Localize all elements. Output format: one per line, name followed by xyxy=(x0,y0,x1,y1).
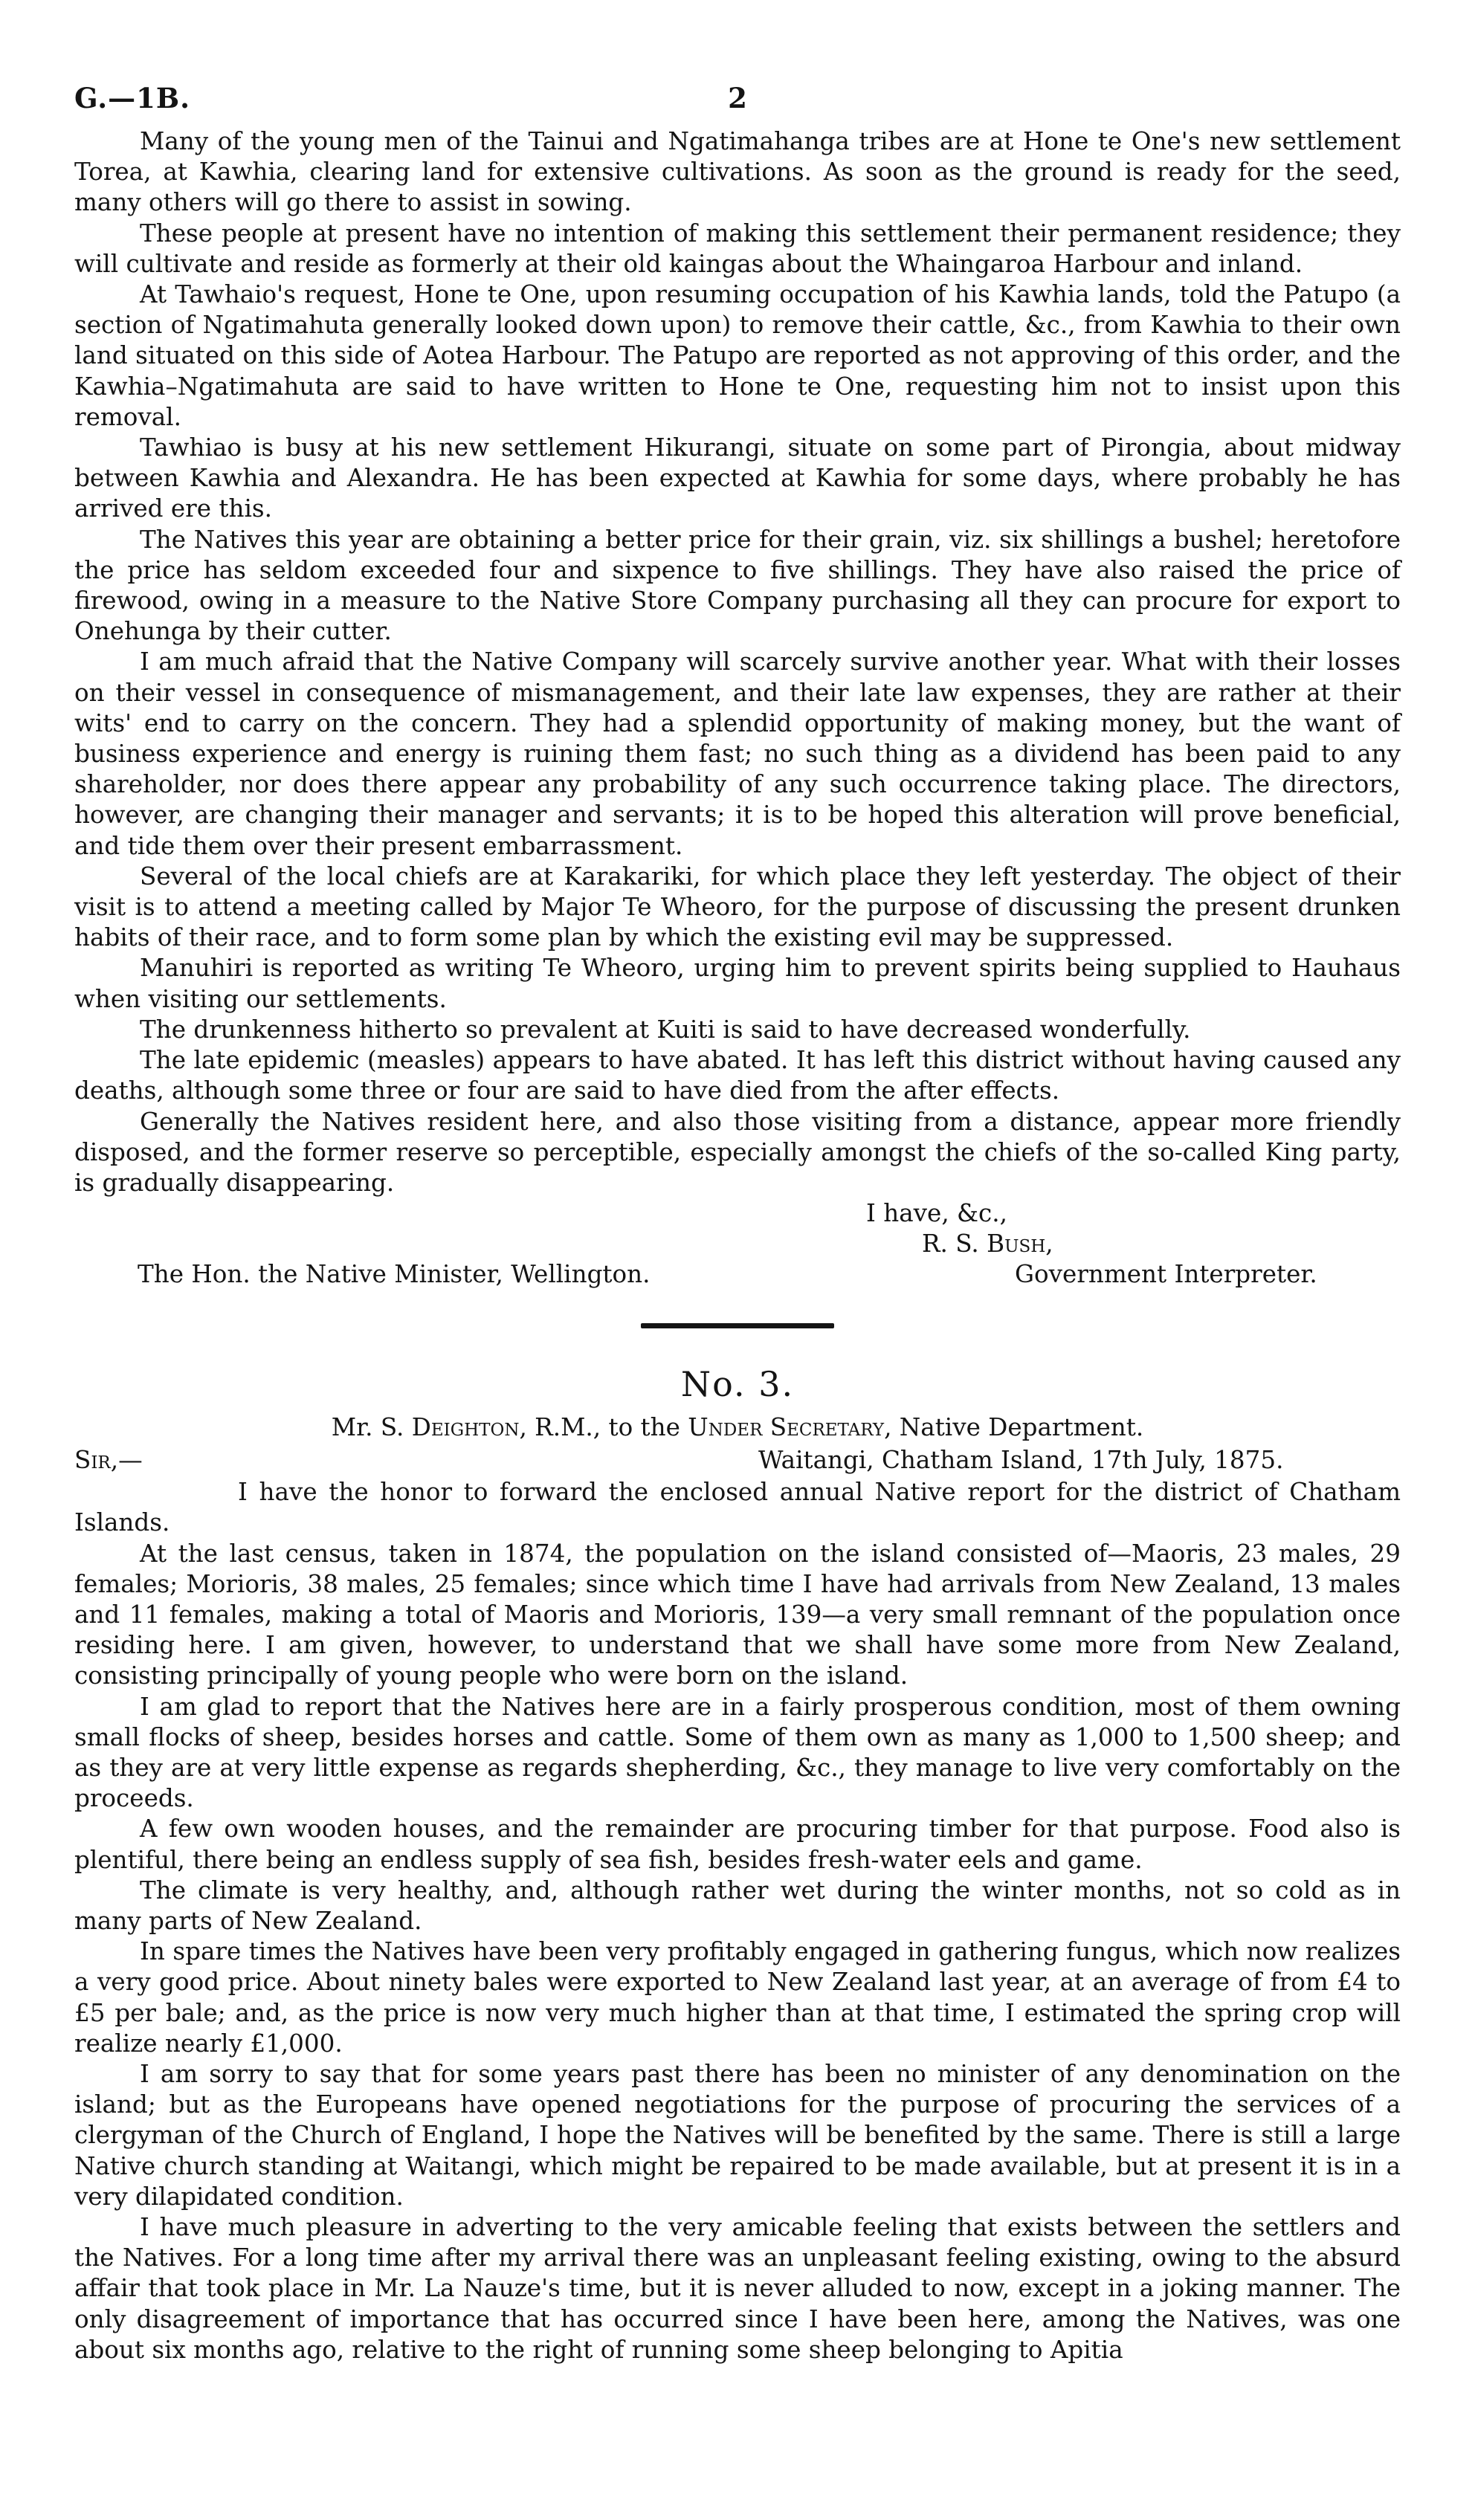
heading-sender-name: Deighton xyxy=(411,1413,520,1442)
document-number: No. 3. xyxy=(680,1364,795,1405)
letter-1-paragraph-6: I am much afraid that the Native Company will scarcely survive another year. What with their losses on their vessel in consequence of mismanagement, and their late law expenses, they are rather at their wits' end to carry on the concern. They had a splendid opportunity of making money, but the want of business experience and energy is ruining them fast; no such thing as a dividend has been paid to any shareholder, nor does there appear any probability of any such occurrence taking place. The directors, however, are changing their manager and servants; it is to be hoped this alteration will prove beneficial, and tide them over their present embarrassment. xyxy=(74,647,1401,860)
letter-2-paragraph-1: I have the honor to forward the enclosed annual Native report for the district of Chatham Islands. xyxy=(74,1478,1401,1537)
closing-line: I have, &c., xyxy=(866,1199,1007,1228)
signatory-initials: R. S. xyxy=(922,1230,979,1259)
letter-1-paragraph-2: These people at present have no intention of making this settlement their permanent residence; they will cultivate and reside as formerly at their old kaingas about the Whaingaroa Harbour and inland. xyxy=(74,219,1401,278)
letter-1-paragraph-4: Tawhiao is busy at his new settlement Hikurangi, situate on some part of Pirongia, about midway between Kawhia and Alexandra. He has been expected at Kawhia for some days, where probably he has arrived ere this. xyxy=(74,433,1401,523)
letter-1-signature-block xyxy=(74,1198,1401,1292)
letter-2-paragraph-6: In spare times the Natives have been very profitably engaged in gathering fungus, which now realizes a very good price. About ninety bales were exported to New Zealand last year, at an average of from £4 to £5 per bale; and, as the price is now very much higher than at that time, I estimated the spring crop will realize nearly £1,000. xyxy=(74,1937,1401,2058)
letter-1-body xyxy=(74,126,1401,1198)
letter-1-paragraph-10: The late epidemic (measles) appears to have abated. It has left this district without having caused any deaths, although some three or four are said to have died from the after effects. xyxy=(74,1046,1401,1105)
letter-2-paragraph-5: The climate is very healthy, and, although rather wet during the winter months, not so cold as in many parts of New Zealand. xyxy=(74,1876,1401,1935)
letter-1-paragraph-5: The Natives this year are obtaining a better price for their grain, viz. six shillings a bushel; heretofore the price has seldom exceeded four and sixpence to five shillings. They have also raised the price of firewood, owing in a measure to the Native Store Company purchasing all they can procure for export to Onehunga by their cutter. xyxy=(74,525,1401,646)
heading-middle: , R.M., to the xyxy=(519,1413,680,1442)
letter-2-heading xyxy=(74,1413,1401,1441)
letter-1-paragraph-3: At Tawhaio's request, Hone te One, upon resuming occupation of his Kawhia lands, told the Patupo (a section of Ngatimahuta generally looked down upon) to remove their cattle, &c., from Kawhia to their own land situated on this side of Aotea Harbour. The Patupo are reported as not approving of this order, and the Kawhia–Ngatimahuta are said to have written to Hone te One, requesting him not to insist upon this removal. xyxy=(74,280,1401,431)
running-head xyxy=(74,82,1401,126)
letter-1-paragraph-7: Several of the local chiefs are at Karakariki, for which place they left yesterday. The object of their visit is to attend a meeting called by Major Te Wheoro, for the purpose of discussing the present drunken habits of their race, and to form some plan by which the existing evil may be suppressed. xyxy=(74,862,1401,952)
letter-1-paragraph-8: Manuhiri is reported as writing Te Wheoro, urging him to prevent spirits being supplied to Hauhaus when visiting our settlements. xyxy=(74,954,1401,1013)
letter-1-paragraph-9: The drunkenness hitherto so prevalent at Kuiti is said to have decreased wonderfully. xyxy=(140,1015,1191,1044)
letter-2-paragraph-2: At the last census, taken in 1874, the population on the island consisted of—Maoris, 23 males, 29 females; Morioris, 38 males, 25 females; since which time I have had arrivals from New Zealand, 13 males and 11 females, making a total of Maoris and Morioris, 139—a very small remnant of the population once residing here. I am given, however, to understand that we shall have some more from New Zealand, consisting principally of young people who were born on the island. xyxy=(74,1539,1401,1690)
parliamentary-paper-reference: G.—1B. xyxy=(74,82,191,114)
addressee-line: The Hon. the Native Minister, Wellington. xyxy=(138,1260,651,1289)
letter-2-body xyxy=(74,1477,1401,2365)
letter-1-paragraph-1: Many of the young men of the Tainui and Ngatimahanga tribes are at Hone te One's new settlement Torea, at Kawhia, clearing land for extensive cultivations. As soon as the ground is ready for the seed, many others will go there to assist in sowing. xyxy=(74,127,1401,217)
page-number: 2 xyxy=(728,82,747,114)
letter-2-paragraph-4: A few own wooden houses, and the remainder are procuring timber for that purpose. Food also is plentiful, there being an endless supply of sea fish, besides fresh-water eels and game. xyxy=(74,1815,1401,1874)
letter-1-paragraph-11: Generally the Natives resident here, and also those visiting from a distance, appear more friendly disposed, and the former reserve so perceptible, especially amongst the chiefs of the so-called King party, is gradually disappearing. xyxy=(74,1107,1401,1197)
signatory-name xyxy=(922,1229,1053,1259)
section-divider xyxy=(641,1323,834,1328)
dateline: Waitangi, Chatham Island, 17th July, 1875. xyxy=(758,1446,1284,1475)
salutation: Sir,— xyxy=(74,1446,143,1475)
letter-2-paragraph-3: I am glad to report that the Natives here are in a fairly prosperous condition, most of them owning small flocks of sheep, besides horses and cattle. Some of them own as many as 1,000 to 1,500 sheep; and as they are at very little expense as regards shepherding, &c., they manage to live very comfortably on the proceeds. xyxy=(74,1692,1401,1813)
heading-suffix: , Native Department. xyxy=(884,1413,1144,1442)
letter-2-paragraph-7: I am sorry to say that for some years past there has been no minister of any denomination on the island; but as the Europeans have opened negotiations for the purpose of procuring the services of a clergyman of the Church of England, I hope the Natives will be benefited by the same. There is still a large Native church standing at Waitangi, which might be repaired to be made available, but at present it is in a very dilapidated condition. xyxy=(74,2059,1401,2211)
signatory-surname: Bush, xyxy=(987,1230,1053,1259)
heading-prefix: Mr. S. xyxy=(331,1413,404,1442)
salutation-row xyxy=(74,1446,1401,1477)
signatory-title: Government Interpreter. xyxy=(1015,1260,1317,1289)
heading-recipient-office: Under Secretary xyxy=(688,1413,885,1442)
letter-2-paragraph-8: I have much pleasure in adverting to the very amicable feeling that exists between the settlers and the Natives. For a long time after my arrival there was an unpleasant feeling existing, owing to the absurd affair that took place in Mr. La Nauze's time, but it is never alluded to now, except in a joking manner. The only disagreement of importance that has occurred since I have been here, among the Natives, was one about six months ago, relative to the right of running some sheep belonging to Apitia xyxy=(74,2212,1401,2364)
